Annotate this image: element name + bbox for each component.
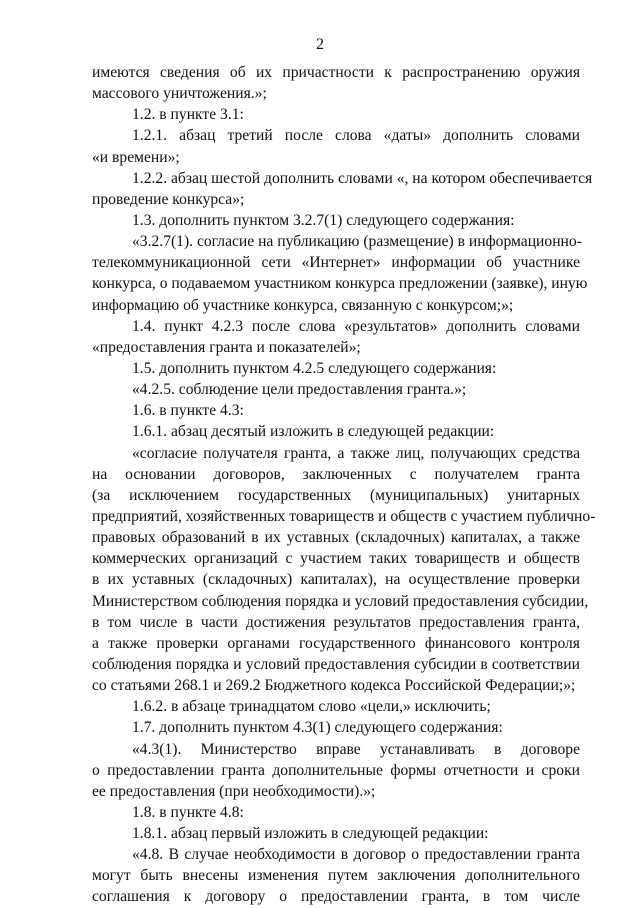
text-line: могут быть внесены изменения путем заключения дополнительного [92,867,580,885]
text-line: 1.8. в пункте 4.8: [132,803,244,821]
text-line: 1.8.1. абзац первый изложить в следующей редакции: [132,825,489,843]
text-line: «3.2.7(1). согласие на публикацию (размещение) в информационно- [132,233,582,251]
text-line: соглашения к договору о предоставлении гранта, в том числе [92,888,580,906]
text-line: предприятий, хозяйственных товариществ и обществ с участием публично- [92,507,596,525]
text-line: «4.8. В случае необходимости в договор о предоставлении гранта [132,846,580,864]
text-line: Министерством соблюдения порядка и условий предоставления субсидии, [92,592,589,610]
text-line: о предоставлении гранта дополнительные формы отчетности и сроки [92,761,580,779]
text-line: проведение конкурса»; [92,190,245,208]
text-line: 1.4. пункт 4.2.3 после слова «результатов» дополнить словами [132,317,580,335]
text-line: 1.3. дополнить пунктом 3.2.7(1) следующего содержания: [132,211,515,229]
text-line: соблюдения порядка и условий предоставления субсидии в соответствии [92,655,580,673]
text-line: телекоммуникационной сети «Интернет» информации об участнике [92,254,580,272]
text-line: 1.6.2. в абзаце тринадцатом слово «цели,» исключить; [132,698,491,716]
text-line: «предоставления гранта и показателей»; [92,338,361,356]
text-line: в их уставных (складочных) капиталах), на осуществление проверки [92,571,580,589]
text-line: ее предоставления (при необходимости).»; [92,782,376,800]
text-line: 1.2. в пункте 3.1: [132,106,244,124]
text-line: со статьями 268.1 и 269.2 Бюджетного кодекса Российской Федерации;»; [92,677,576,695]
text-line: конкурса, о подаваемом участником конкурса предложении (заявке), иную [92,275,588,293]
text-line: 1.6.1. абзац десятый изложить в следующей редакции: [132,423,495,441]
document-body [92,62,596,908]
text-line: информацию об участнике конкурса, связанную с конкурсом;»; [92,296,514,314]
text-line: «4.2.5. соблюдение цели предоставления гранта.»; [132,381,467,399]
text-line: 1.2.2. абзац шестой дополнить словами «, на котором обеспечивается [132,169,593,187]
text-line: в том числе в части достижения результатов предоставления гранта, [92,613,580,631]
page-number: 2 [316,36,324,53]
text-line: «согласие получателя гранта, а также лиц, получающих средства [132,444,580,462]
text-line: а также проверки органами государственного финансового контроля [92,634,580,652]
text-line: 1.7. дополнить пунктом 4.3(1) следующего содержания: [132,719,503,737]
text-line: на основании договоров, заключенных с получателем гранта [92,465,580,483]
text-line: 1.6. в пункте 4.3: [132,402,244,420]
text-line: 1.5. дополнить пунктом 4.2.5 следующего содержания: [132,359,497,377]
text-line: «и времени»; [92,148,180,166]
text-line: правовых образований в их уставных (складочных) капиталах, а также [92,529,580,547]
text-line: 1.2.1. абзац третий после слова «даты» дополнить словами [132,127,580,145]
text-line: коммерческих организаций с участием таких товариществ и обществ [92,550,580,568]
text-line: «4.3(1). Министерство вправе устанавливать в договоре [132,740,580,758]
text-line: (за исключением государственных (муниципальных) унитарных [92,486,580,504]
text-line: массового уничтожения.»; [92,85,267,103]
text-line: имеются сведения об их причастности к распространению оружия [92,64,580,81]
